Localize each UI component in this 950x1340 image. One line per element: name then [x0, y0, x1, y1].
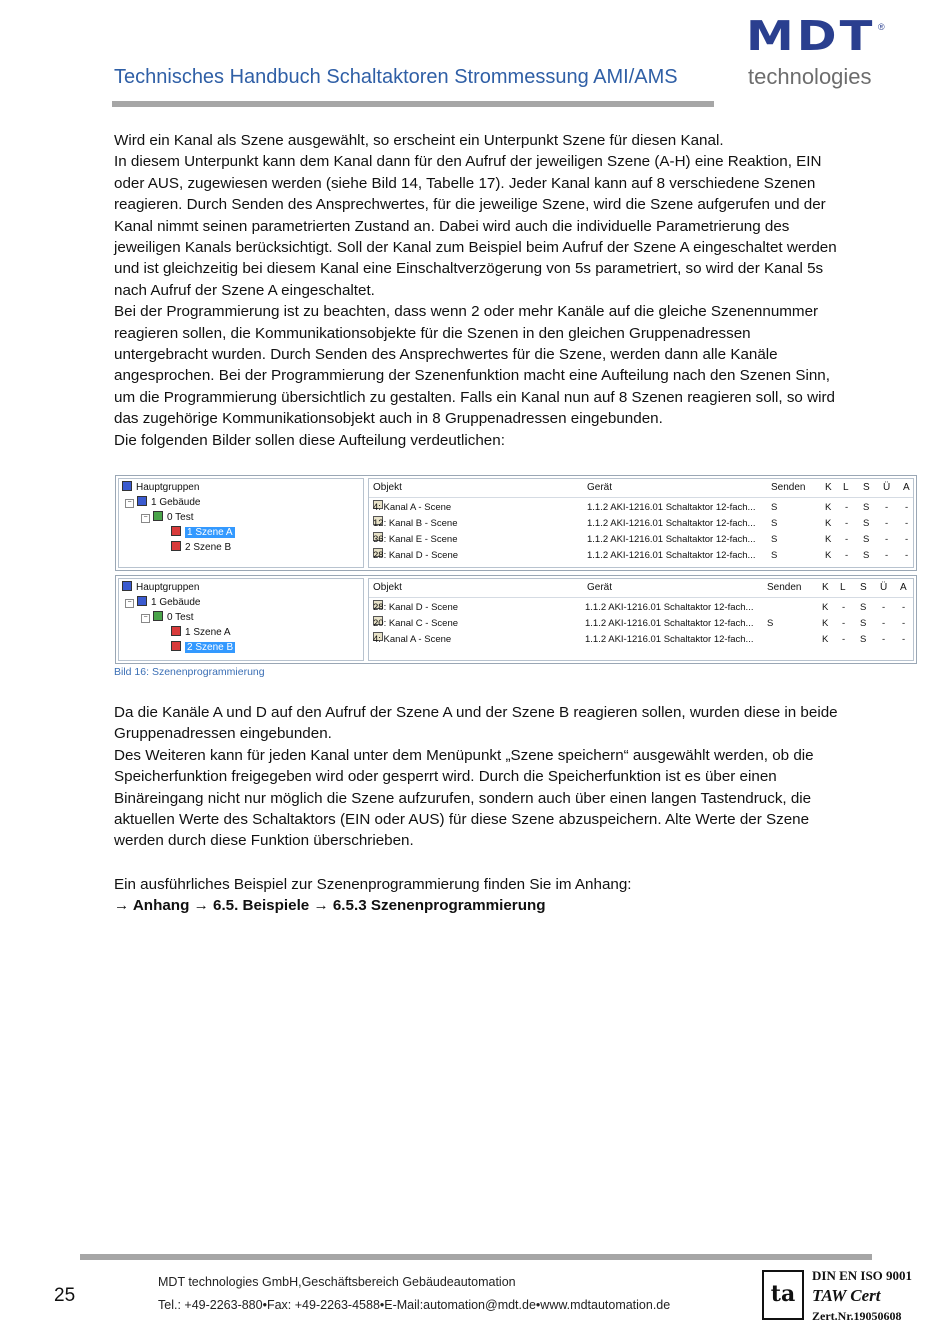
group-icon: [122, 481, 132, 491]
collapse-icon[interactable]: −: [125, 599, 134, 608]
collapse-icon[interactable]: −: [125, 499, 134, 508]
column-header[interactable]: L: [843, 482, 849, 493]
tree-node[interactable]: − 0 Test: [141, 611, 194, 625]
group-address-icon: [171, 626, 181, 636]
group-tree: [118, 478, 364, 568]
table-row[interactable]: 28: Kanal D - Scene 1.1.2 AKI-1216.01 Schaltaktor 12-fach... K - S - -: [373, 602, 906, 613]
logo-mdt-text: MDT: [746, 12, 876, 61]
header-rule: [112, 101, 714, 107]
group-icon: [122, 581, 132, 591]
paragraph: Die folgenden Bilder sollen diese Aufteilung verdeutlichen:: [114, 431, 505, 449]
middle-group-icon: [153, 611, 163, 621]
paragraph: Des Weiteren kann für jeden Kanal unter dem Menüpunkt „Szene speichern“ ausgewählt werden, ob die Speicherfunktion freigegeben wird oder gesperrt wird. Durch die Speicherfunktion ist es über einen Binäreingang nicht nur möglich die Szene aufzurufen, sondern auch über einen langen Tastendruck, die aktuellen Werte des Schaltaktors (EIN oder AUS) für diese Szene abzuspeichern. Alte Werte der Szene werden durch diese Funktion überschrieben.: [114, 746, 814, 850]
page-header-title: Technisches Handbuch Schaltaktoren Strommessung AMI/AMS: [114, 66, 678, 88]
column-header[interactable]: Objekt: [373, 582, 402, 593]
paragraph: Wird ein Kanal als Szene ausgewählt, so erscheint ein Unterpunkt Szene für diesen Kanal.: [114, 132, 724, 149]
tree-node[interactable]: Hauptgruppen: [122, 581, 199, 595]
table-row[interactable]: 4: Kanal A - Scene 1.1.2 AKI-1216.01 Schaltaktor 12-fach... K - S - -: [373, 634, 906, 645]
taw-cert-logo: ta: [762, 1270, 804, 1320]
logo-technologies-text: technologies: [748, 64, 872, 89]
paragraph: In diesem Unterpunkt kann dem Kanal dann für den Aufruf der jeweiligen Szene (A-H) eine Reaktion, EIN oder AUS, zugewiesen werden (siehe Bild 14, Tabelle 17). Jeder Kanal kann auf 8 verschiedene Szenen reagieren. Durch Senden des Ansprechwertes, für die jeweilige Szene, wird die Szene aufgerufen und der Kanal nimmt seinen parametrierten Zustand an. Dabei wird auch die individuelle Parametrierung des jeweiligen Kanals berücksichtigt. Soll der Kanal zum Beispiel beim Aufruf der Szene A eingeschaltet werden und ist gleichzeitig bei diesem Kanal eine Einschaltverzögerung von 5s parametriert, so wird der Kanal 5s nach Aufruf der Szene A eingeschaltet.: [114, 153, 837, 299]
group-icon: [137, 496, 147, 506]
object-list: [368, 578, 914, 661]
example-intro: Ein ausführliches Beispiel zur Szenenprogrammierung finden Sie im Anhang:: [114, 876, 632, 893]
page-number: 25: [54, 1285, 76, 1306]
column-header[interactable]: A: [900, 582, 907, 593]
tree-node-selected[interactable]: 1 Szene A: [171, 526, 235, 540]
column-header[interactable]: Ü: [880, 582, 888, 593]
group-icon: [137, 596, 147, 606]
logo-registered-mark: ®: [878, 22, 885, 32]
paragraph: Da die Kanäle A und D auf den Aufruf der Szene A und der Szene B reagieren sollen, wurden diese in beide Gruppenadressen eingebunden.: [114, 704, 838, 743]
example-link[interactable]: → Anhang → 6.5. Beispiele → 6.5.3 Szenenprogrammierung: [114, 897, 546, 915]
column-header[interactable]: K: [822, 582, 829, 593]
paragraph: Bei der Programmierung ist zu beachten, dass wenn 2 oder mehr Kanäle auf die gleiche Szenennummer reagieren sollen, die Kommunikationsobjekte für die Szenen in den gleichen Gruppenadressen untergebracht wurden. Durch Senden des Ansprechwertes für die Szene, werden dann alle Kanäle angesprochen. Bei der Programmierung der Szenenfunktion macht eine Aufteilung nach den Szenen Sinn, um die Programmierung übersichtlich zu gestalten. Falls ein Kanal nun auf 8 Szenen reagieren soll, so wird das zugehörige Kommunikationsobjekt auch in 8 Gruppenadressen eingebunden.: [114, 303, 835, 428]
tree-node[interactable]: − 0 Test: [141, 511, 194, 525]
tree-node[interactable]: 1 Szene A: [171, 626, 231, 640]
iso-certifier: TAW Cert: [812, 1286, 881, 1305]
column-header[interactable]: A: [903, 482, 910, 493]
group-address-icon: [171, 526, 181, 536]
table-row[interactable]: 12: Kanal B - Scene 1.1.2 AKI-1216.01 Schaltaktor 12-fach... S K - S - -: [373, 518, 909, 529]
object-list: [368, 478, 914, 568]
group-address-icon: [171, 541, 181, 551]
iso-cert-number: Zert.Nr.19050608: [812, 1309, 902, 1323]
footer-contact: Tel.: +49-2263-880•Fax: +49-2263-4588•E-Mail:automation@mdt.de•www.mdtautomation.de: [158, 1298, 671, 1312]
table-row[interactable]: 20: Kanal C - Scene 1.1.2 AKI-1216.01 Schaltaktor 12-fach... S K - S - -: [373, 618, 906, 629]
column-header[interactable]: Senden: [771, 482, 806, 493]
column-header[interactable]: Ü: [883, 482, 891, 493]
collapse-icon[interactable]: −: [141, 514, 150, 523]
table-row[interactable]: 4: Kanal A - Scene 1.1.2 AKI-1216.01 Schaltaktor 12-fach... S K - S - -: [373, 502, 909, 513]
body-text-bottom: [114, 702, 844, 852]
tree-node[interactable]: − 1 Gebäude: [125, 596, 201, 610]
tree-node[interactable]: 2 Szene B: [171, 541, 231, 555]
tree-node[interactable]: − 1 Gebäude: [125, 496, 201, 510]
column-header[interactable]: S: [860, 582, 867, 593]
table-row[interactable]: 28: Kanal D - Scene 1.1.2 AKI-1216.01 Schaltaktor 12-fach... S K - S - -: [373, 550, 909, 561]
middle-group-icon: [153, 511, 163, 521]
column-header[interactable]: L: [840, 582, 846, 593]
iso-standard: DIN EN ISO 9001: [812, 1268, 913, 1283]
ets-screenshot-1: [115, 475, 917, 571]
tree-node[interactable]: Hauptgruppen: [122, 481, 199, 495]
column-header[interactable]: Senden: [767, 582, 802, 593]
collapse-icon[interactable]: −: [141, 614, 150, 623]
footer-rule: [80, 1254, 872, 1260]
tree-node-selected[interactable]: 2 Szene B: [171, 641, 235, 655]
column-header[interactable]: S: [863, 482, 870, 493]
column-header[interactable]: Gerät: [587, 582, 613, 593]
column-header[interactable]: K: [825, 482, 832, 493]
column-header[interactable]: Gerät: [587, 482, 613, 493]
column-header[interactable]: Objekt: [373, 482, 402, 493]
list-header: [369, 479, 913, 498]
footer-company: MDT technologies GmbH,Geschäftsbereich Gebäudeautomation: [158, 1275, 516, 1289]
group-address-icon: [171, 641, 181, 651]
mdt-logo: [744, 12, 894, 100]
ets-screenshot-2: [115, 575, 917, 664]
table-row[interactable]: 36: Kanal E - Scene 1.1.2 AKI-1216.01 Schaltaktor 12-fach... S K - S - -: [373, 534, 909, 545]
body-text-top: [114, 130, 844, 451]
example-reference: [114, 874, 844, 917]
group-tree: [118, 578, 364, 661]
figure-caption: Bild 16: Szenenprogrammierung: [114, 666, 265, 678]
list-header: [369, 579, 913, 598]
